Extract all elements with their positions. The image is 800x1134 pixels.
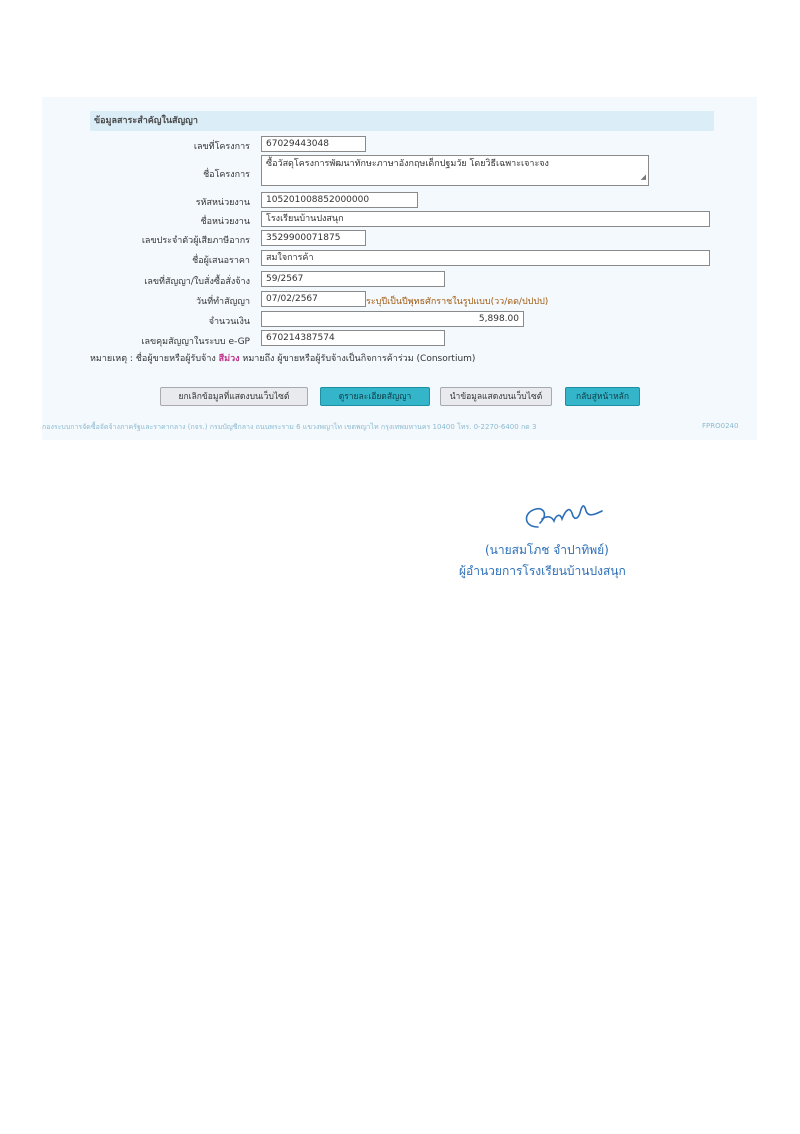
agency-code-field[interactable]: 105201008852000000 (261, 192, 418, 208)
back-main-button[interactable]: กลับสู่หน้าหลัก (565, 387, 640, 406)
contract-date-label: วันที่ทำสัญญา (195, 297, 250, 307)
note-prefix: หมายเหตุ : ชื่อผู้ขายหรือผู้รับจ้าง (90, 354, 216, 364)
contract-no-label: เลขที่สัญญา/ใบสั่งซื้อสั่งจ้าง (144, 277, 250, 287)
agency-code-label: รหัสหน่วยงาน (195, 198, 250, 208)
show-web-button[interactable]: นำข้อมูลแสดงบนเว็บไซต์ (440, 387, 552, 406)
agency-name-label: ชื่อหน่วยงาน (200, 217, 250, 227)
project-name-label: ชื่อโครงการ (203, 170, 250, 180)
egp-no-label: เลขคุมสัญญาในระบบ e-GP (141, 337, 250, 347)
note-suffix: หมายถึง ผู้ขายหรือผู้รับจ้างเป็นกิจการค้าร่วม (Consortium) (242, 354, 476, 364)
contract-form-panel (42, 97, 757, 440)
view-contract-button[interactable]: ดูรายละเอียดสัญญา (320, 387, 430, 406)
note-highlight: สีม่วง (218, 354, 240, 364)
resize-grip-icon[interactable]: ◢ (640, 173, 646, 181)
project-name-value: ซื้อวัสดุโครงการพัฒนาทักษะภาษาอังกฤษเด็กปฐมวัย โดยวิธีเฉพาะเจาะจง (266, 159, 549, 169)
section-title: ข้อมูลสาระสำคัญในสัญญา (90, 111, 714, 131)
footer-text: กองระบบการจัดซื้อจัดจ้างภาครัฐและราคากลาง (กจร.) กรมบัญชีกลาง ถนนพระราม 6 แขวงพญาไท เขตพญาไท กรุงเทพมหานคร 10400 โทร. 0-2270-6400 กด 3 (42, 423, 537, 431)
signatory-title: ผู้อำนวยการโรงเรียนบ้านปงสนุก (459, 564, 626, 578)
date-format-hint: ระบุปีเป็นปีพุทธศักราชในรูปแบบ(วว/ดด/ปปปป) (366, 297, 549, 307)
egp-no-field[interactable]: 670214387574 (261, 330, 445, 346)
consortium-note (90, 351, 475, 365)
project-no-field[interactable]: 67029443048 (261, 136, 366, 152)
agency-name-field[interactable]: โรงเรียนบ้านปงสนุก (261, 211, 710, 227)
contract-no-field[interactable]: 59/2567 (261, 271, 445, 287)
footer-code: FPRO0240 (702, 422, 739, 430)
project-no-label: เลขที่โครงการ (193, 142, 250, 152)
project-name-field[interactable] (261, 155, 649, 186)
amount-field[interactable]: 5,898.00 (261, 311, 524, 327)
tax-id-field[interactable]: 3529900071875 (261, 230, 366, 246)
contract-date-field[interactable]: 07/02/2567 (261, 291, 366, 307)
signature-icon (518, 497, 618, 537)
bidder-name-label: ชื่อผู้เสนอราคา (192, 256, 250, 266)
cancel-web-button[interactable]: ยกเลิกข้อมูลที่แสดงบนเว็บไซต์ (160, 387, 308, 406)
signatory-name: (นายสมโภช จำปาทิพย์) (485, 543, 609, 557)
tax-id-label: เลขประจำตัวผู้เสียภาษีอากร (141, 236, 250, 246)
bidder-name-field[interactable]: สมใจการค้า (261, 250, 710, 266)
amount-label: จำนวนเงิน (208, 317, 250, 327)
